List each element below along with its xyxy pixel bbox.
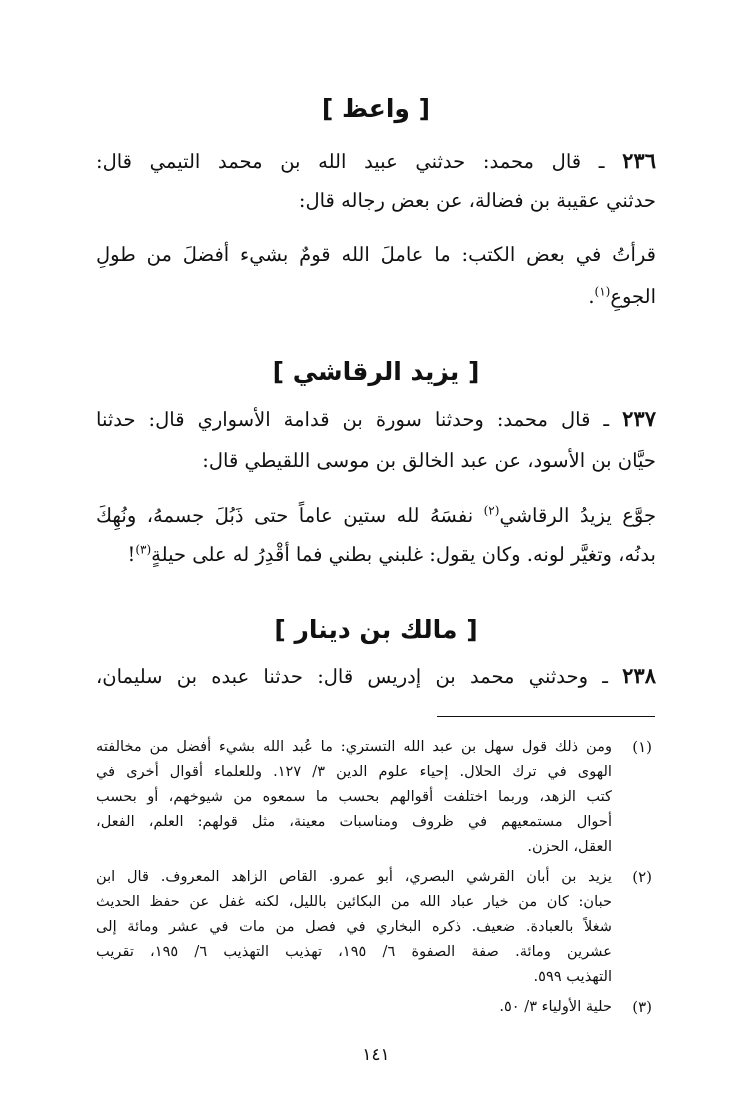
section-heading-malik: [ مالك بن دينار ] xyxy=(274,615,478,644)
footnote-line: العقل، الحزن. xyxy=(527,838,612,855)
footnote-line: أحوال مستمعيهم في ظروف ومناسبات معينة، مثل قولهم: العلم، الفعل، xyxy=(96,813,612,830)
paragraph-line: حدثني عقيبة بن فضالة، عن بعض رجاله قال: xyxy=(298,189,656,212)
footnote-separator xyxy=(437,716,655,717)
footnote-line: يزيد بن أبان القرشي البصري، أبو عمرو. القاص الزاهد المعروف. قال ابن xyxy=(96,868,612,885)
footnote-ref: (٢) xyxy=(483,503,500,518)
footnote-ref: (٣) xyxy=(135,542,152,557)
footnote-line: ومن ذلك قول سهل بن عبد الله التستري: ما عُبد الله بشيء أفضل من مخالفته xyxy=(96,738,612,755)
footnote-line: التهذيب ٥٩٩. xyxy=(533,968,612,985)
paragraph-line: جوَّع يزيدُ الرقاشي$^{(٢)}$ نفسَهُ لله ستين عاماً حتى ذَبُلَ جسمهُ، ونُهِكَ xyxy=(96,503,656,527)
footnote-marker: (٢) xyxy=(632,868,652,886)
footnote-line: عشرين ومائة. صفة الصفوة ٦/ ١٩٥، تهذيب التهذيب ٦/ ١٩٥، تقريب xyxy=(96,943,613,960)
section-heading-yazid: [ يزيد الرقاشي ] xyxy=(272,357,480,386)
footnote-line: حبان: كان من خيار عباد الله من البكائين بالليل، لكنه غفل عن حفظ الحديث xyxy=(96,893,612,910)
footnote-line: حلية الأولياء ٣/ ٥٠. xyxy=(499,998,612,1015)
section-heading-waez: [ واعظ ] xyxy=(321,94,431,123)
paragraph-line: حيَّان بن الأسود، عن عبد الخالق بن موسى اللقيطي قال: xyxy=(202,449,656,472)
footnote-ref: (١) xyxy=(594,284,611,299)
footnote-line: شغلاً بالعبادة. ضعيف. ذكره البخاري في فصل من مات في عشر ومائة إلى xyxy=(96,918,612,935)
paragraph-line: قرأتُ في بعض الكتب: ما عاملَ الله قومٌ بشيء أفضلَ من طولِ xyxy=(96,243,656,266)
paragraph-line: ٢٣٧ ـ قال محمد: وحدثنا سورة بن قدامة الأسواري قال: حدثنا xyxy=(96,406,656,431)
entry-number: ٢٣٨ xyxy=(622,663,656,688)
footnote-marker: (١) xyxy=(632,738,652,756)
paragraph-line: ٢٣٨ ـ وحدثني محمد بن إدريس قال: حدثنا عبده بن سليمان، xyxy=(96,663,656,688)
paragraph-line: الجوعِ$^{(١)}$. xyxy=(588,284,656,308)
entry-number: ٢٣٦ xyxy=(622,148,656,173)
paragraph-line: ٢٣٦ ـ قال محمد: حدثني عبيد الله بن محمد التيمي قال: xyxy=(96,148,656,173)
footnote-marker: (٣) xyxy=(632,998,652,1016)
footnote-line: الهوى في ترك الحلال. إحياء علوم الدين ٣/ ١٢٧. وللعلماء أقوال أخرى في xyxy=(96,763,612,780)
paragraph-line: بدنُه، وتغيَّر لونه. وكان يقول: غلبني بطني فما أقْدِرُ له على حيلةٍ$^{(٣)}$! xyxy=(127,542,656,566)
page-number: ١٤١ xyxy=(362,1045,390,1065)
footnote-line: كتب الزهد، وربما اختلفت أقوالهم بحسب ما سمعوه من شيوخهم، أو بحسب xyxy=(96,788,612,805)
entry-number: ٢٣٧ xyxy=(622,406,656,431)
